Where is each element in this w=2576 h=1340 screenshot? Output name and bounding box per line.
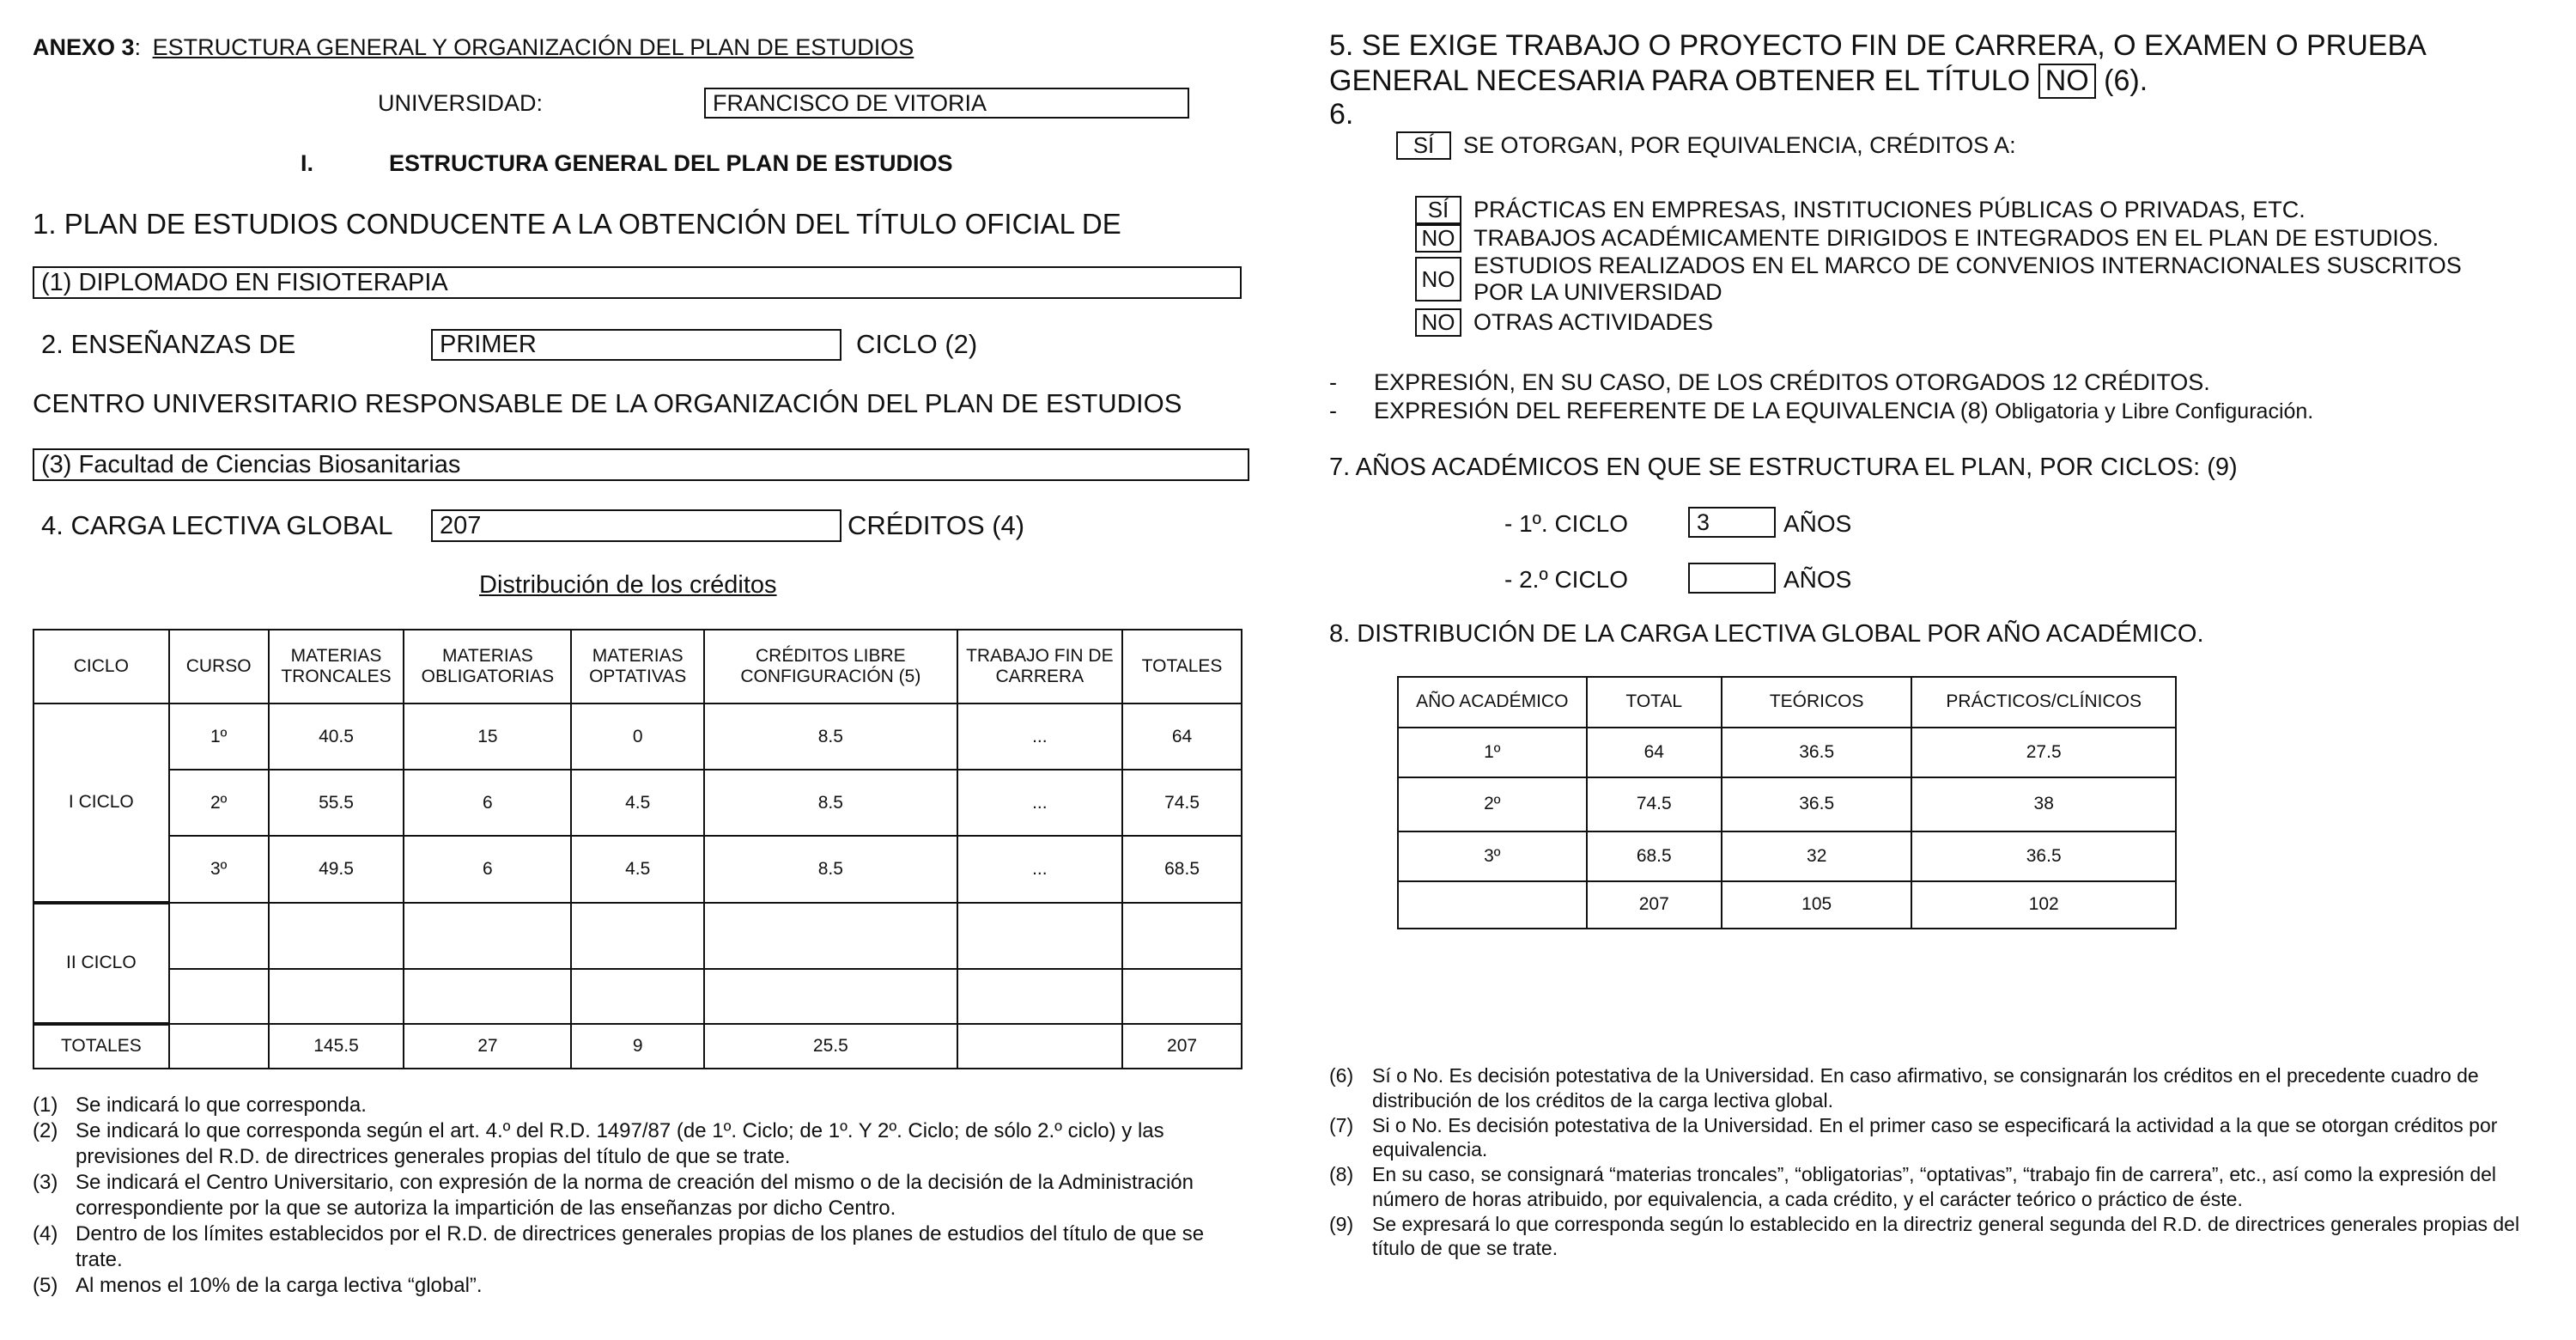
footnote: (9) Se expresará lo que corresponda según lo establecido en la directriz general segunda del R.D. de directrices generales propias del título de que se trate.	[1329, 1212, 2520, 1260]
centre-field[interactable]: (3) Facultad de Ciencias Biosanitarias	[33, 448, 1249, 481]
table-cell: 9	[571, 1024, 704, 1069]
table-cell: 8.5	[704, 836, 957, 902]
table-cell: 3º	[169, 836, 269, 902]
table-cell: 105	[1722, 881, 1911, 929]
university-label: UNIVERSIDAD:	[378, 90, 544, 116]
item8-label: 8. DISTRIBUCIÓN DE LA CARGA LECTIVA GLOBAL POR AÑO ACADÉMICO.	[1329, 620, 2204, 648]
header-total: TOTAL	[1587, 677, 1722, 728]
section-number: I.	[301, 150, 314, 176]
item6-text: SE OTORGAN, POR EQUIVALENCIA, CRÉDITOS A:	[1463, 131, 2016, 158]
table-cell: 6	[404, 836, 571, 902]
cycle1-years-field[interactable]: 3	[1688, 507, 1776, 538]
footnote: (4) Dentro de los límites establecidos por el R.D. de directrices generales propias de los planes de estudios del título de que se trate.	[33, 1222, 1205, 1271]
section-title: ESTRUCTURA GENERAL DEL PLAN DE ESTUDIOS	[389, 150, 953, 176]
table-row	[33, 770, 1242, 836]
bullet-dash-icon: -	[1329, 369, 1337, 395]
table-row	[33, 836, 1242, 902]
totals-label: TOTALES	[33, 1024, 169, 1069]
item2-label: 2. ENSEÑANZAS DE	[41, 329, 296, 359]
left-footnotes	[33, 1093, 1243, 1299]
totals-row	[33, 1024, 1242, 1069]
table-cell	[571, 969, 704, 1024]
table-cell: 207	[1122, 1024, 1242, 1069]
table-cell	[1398, 881, 1587, 929]
header-totales: TOTALES	[1122, 630, 1242, 704]
item4-suffix: CRÉDITOS (4)	[848, 510, 1025, 540]
item5-line1: 5. SE EXIGE TRABAJO O PROYECTO FIN DE CARRERA, O EXAMEN O PRUEBA	[1329, 29, 2427, 62]
bullet-1-text: EXPRESIÓN, EN SU CASO, DE LOS CRÉDITOS OTORGADOS 12 CRÉDITOS.	[1374, 369, 2210, 395]
table-cell: 4.5	[571, 836, 704, 902]
table-cell	[571, 903, 704, 969]
table-cell	[957, 903, 1123, 969]
table-cell: 8.5	[704, 704, 957, 770]
table-cell	[269, 903, 404, 969]
table-cell: 1º	[1398, 728, 1587, 777]
table-cell	[1122, 969, 1242, 1024]
item5-text: GENERAL NECESARIA PARA OBTENER EL TÍTULO	[1329, 64, 2031, 97]
table-cell: 27	[404, 1024, 571, 1069]
equivalence-mark[interactable]: SÍ	[1415, 196, 1461, 224]
header-curso: CURSO	[169, 630, 269, 704]
table-cell	[704, 969, 957, 1024]
table-cell: 64	[1122, 704, 1242, 770]
item1-label: 1. PLAN DE ESTUDIOS CONDUCENTE A LA OBTENCIÓN DEL TÍTULO OFICIAL DE	[33, 208, 1121, 240]
footnote: (6) Sí o No. Es decisión potestativa de la Universidad. En caso afirmativo, se consignarán los créditos en el precedente cuadro de distribución de los créditos de la carga lectiva global.	[1329, 1064, 2479, 1112]
annex-title: ESTRUCTURA GENERAL Y ORGANIZACIÓN DEL PLAN DE ESTUDIOS	[152, 34, 914, 60]
table-row	[33, 704, 1242, 770]
table-cell: 38	[1911, 777, 2176, 831]
table-row	[1398, 831, 2176, 881]
table-cell: 8.5	[704, 770, 957, 836]
table-cell: 36.5	[1722, 777, 1911, 831]
equivalence-mark[interactable]: NO	[1415, 308, 1461, 337]
equivalence-row	[1415, 308, 1713, 337]
table-row	[33, 903, 1242, 969]
equivalence-row	[1415, 224, 2439, 253]
table-cell	[704, 903, 957, 969]
table-cell: 55.5	[269, 770, 404, 836]
item6-number: 6.	[1329, 98, 1354, 131]
table-cell	[169, 903, 269, 969]
footnote: (7) Si o No. Es decisión potestativa de la Universidad. En el primer caso se especificará la actividad a la que se otorgan créditos por equivalencia.	[1329, 1113, 2498, 1161]
table-cell: ...	[957, 770, 1123, 836]
table-cell: 27.5	[1911, 728, 2176, 777]
item4-label: 4. CARGA LECTIVA GLOBAL	[41, 510, 393, 540]
equivalence-row	[1415, 253, 2514, 306]
university-field[interactable]: FRANCISCO DE VITORIA	[704, 88, 1189, 119]
table-cell: 74.5	[1122, 770, 1242, 836]
header-libre-configuracion: CRÉDITOS LIBRE CONFIGURACIÓN (5)	[704, 630, 957, 704]
header-trabajo-fin: TRABAJO FIN DE CARRERA	[957, 630, 1123, 704]
table-cell: 0	[571, 704, 704, 770]
header-year: AÑO ACADÉMICO	[1398, 677, 1587, 728]
annex-colon: :	[134, 34, 142, 60]
table-cell	[957, 1024, 1123, 1069]
cycle2-label: II CICLO	[33, 903, 169, 1024]
final-project-field[interactable]: NO	[2038, 64, 2096, 99]
equivalence-text: TRABAJOS ACADÉMICAMENTE DIRIGIDOS E INTEGRADOS EN EL PLAN DE ESTUDIOS.	[1473, 224, 2439, 251]
table-cell	[169, 1024, 269, 1069]
footnote: (3) Se indicará el Centro Universitario, con expresión de la norma de creación del mismo o de la decisión de la Administración correspondiente por la que se autoriza la impartición de las enseñanzas por dicho Centro.	[33, 1171, 1194, 1220]
table-cell: 74.5	[1587, 777, 1722, 831]
bullet-dash-icon: -	[1329, 398, 1337, 423]
item5-suffix: (6).	[2104, 64, 2148, 97]
table-cell: 3º	[1398, 831, 1587, 881]
equivalence-text: PRÁCTICAS EN EMPRESAS, INSTITUCIONES PÚBLICAS O PRIVADAS, ETC.	[1473, 196, 2306, 222]
table-cell: 40.5	[269, 704, 404, 770]
table-row	[1398, 777, 2176, 831]
header-optativas: MATERIAS OPTATIVAS	[571, 630, 704, 704]
table-row	[1398, 728, 2176, 777]
footnote: (8) En su caso, se consignará “materias troncales”, “obligatorias”, “optativas”, “trabajo fin de carrera”, etc., así como la expresión del número de horas atribuido, por equivalencia, a cada crédito, y el carácter teórico o práctico de éste.	[1329, 1163, 2497, 1210]
table-cell: 207	[1587, 881, 1722, 929]
annex-number: ANEXO 3	[33, 34, 135, 60]
table-cell	[404, 903, 571, 969]
year-table	[1397, 676, 2177, 929]
item6-field[interactable]: SÍ	[1396, 131, 1451, 160]
cycle2-years-label: - 2.º CICLO	[1504, 566, 1629, 593]
equivalence-mark[interactable]: NO	[1415, 224, 1461, 253]
table-cell: 36.5	[1911, 831, 2176, 881]
bullet-2	[1329, 398, 2313, 424]
totals-row	[1398, 881, 2176, 929]
table-cell: 1º	[169, 704, 269, 770]
table-cell	[404, 969, 571, 1024]
header-troncales: MATERIAS TRONCALES	[269, 630, 404, 704]
bullet-2-caps: EXPRESIÓN DEL REFERENTE DE LA EQUIVALENCIA (8)	[1374, 398, 1989, 423]
cycle2-years-unit: AÑOS	[1783, 566, 1852, 593]
year-header-row	[1398, 677, 2176, 728]
table-cell: 102	[1911, 881, 2176, 929]
table-cell: 68.5	[1587, 831, 1722, 881]
annex-heading	[33, 34, 914, 61]
item7-label: 7. AÑOS ACADÉMICOS EN QUE SE ESTRUCTURA EL PLAN, POR CICLOS: (9)	[1329, 454, 2238, 481]
table-cell: 32	[1722, 831, 1911, 881]
table-cell	[169, 969, 269, 1024]
credits-header-row	[33, 630, 1242, 704]
table-cell: 15	[404, 704, 571, 770]
table-cell: 36.5	[1722, 728, 1911, 777]
table-cell: 2º	[169, 770, 269, 836]
table-cell: 49.5	[269, 836, 404, 902]
credit-load-field[interactable]: 207	[431, 509, 841, 542]
header-obligatorias: MATERIAS OBLIGATORIAS	[404, 630, 571, 704]
table-cell: 4.5	[571, 770, 704, 836]
table-cell: 68.5	[1122, 836, 1242, 902]
table-cell: 25.5	[704, 1024, 957, 1069]
footnote: (2) Se indicará lo que corresponda según el art. 4.º del R.D. 1497/87 (de 1º. Ciclo; de 1º. Y 2º. Ciclo; de sólo 2.º ciclo) y las previsiones del R.D. de directrices generales propias del título de que se trate.	[33, 1119, 1164, 1168]
equivalence-row	[1415, 196, 2306, 224]
equivalence-text: ESTUDIOS REALIZADOS EN EL MARCO DE CONVENIOS INTERNACIONALES SUSCRITOS POR LA UNIVERSIDAD	[1473, 253, 2462, 306]
table-cell	[1122, 903, 1242, 969]
cycle1-years-unit: AÑOS	[1783, 510, 1852, 537]
item5-line2	[1329, 64, 2148, 99]
table-cell: 145.5	[269, 1024, 404, 1069]
degree-field[interactable]: (1) DIPLOMADO EN FISIOTERAPIA	[33, 266, 1242, 299]
equivalence-text: OTRAS ACTIVIDADES	[1473, 308, 1714, 335]
bullet-2-rest: Obligatoria y Libre Configuración.	[1995, 399, 2314, 423]
bullet-1	[1329, 369, 2210, 396]
item2-suffix: CICLO (2)	[856, 329, 978, 359]
table-cell: 64	[1587, 728, 1722, 777]
cycle1-label: I CICLO	[33, 704, 169, 902]
credits-table	[33, 629, 1242, 1069]
distribution-title: Distribución de los créditos	[479, 571, 777, 599]
header-practical: PRÁCTICOS/CLÍNICOS	[1911, 677, 2176, 728]
table-cell: 6	[404, 770, 571, 836]
table-cell: ...	[957, 704, 1123, 770]
header-ciclo: CICLO	[33, 630, 169, 704]
table-cell	[957, 969, 1123, 1024]
footnote: (5) Al menos el 10% de la carga lectiva “global”.	[33, 1274, 483, 1297]
equivalence-mark[interactable]: NO	[1415, 257, 1461, 302]
teaching-cycle-field[interactable]: PRIMER	[431, 329, 841, 361]
table-cell: 2º	[1398, 777, 1587, 831]
table-row	[33, 969, 1242, 1024]
item6-row	[1396, 131, 2016, 160]
table-cell: ...	[957, 836, 1123, 902]
header-theoretical: TEÓRICOS	[1722, 677, 1911, 728]
centre-label: CENTRO UNIVERSITARIO RESPONSABLE DE LA ORGANIZACIÓN DEL PLAN DE ESTUDIOS	[33, 388, 1182, 418]
cycle2-years-field[interactable]	[1688, 563, 1776, 594]
cycle1-years-label: - 1º. CICLO	[1504, 510, 1629, 537]
table-cell	[269, 969, 404, 1024]
footnote: (1) Se indicará lo que corresponda.	[33, 1093, 367, 1117]
right-footnotes	[1329, 1063, 2549, 1261]
